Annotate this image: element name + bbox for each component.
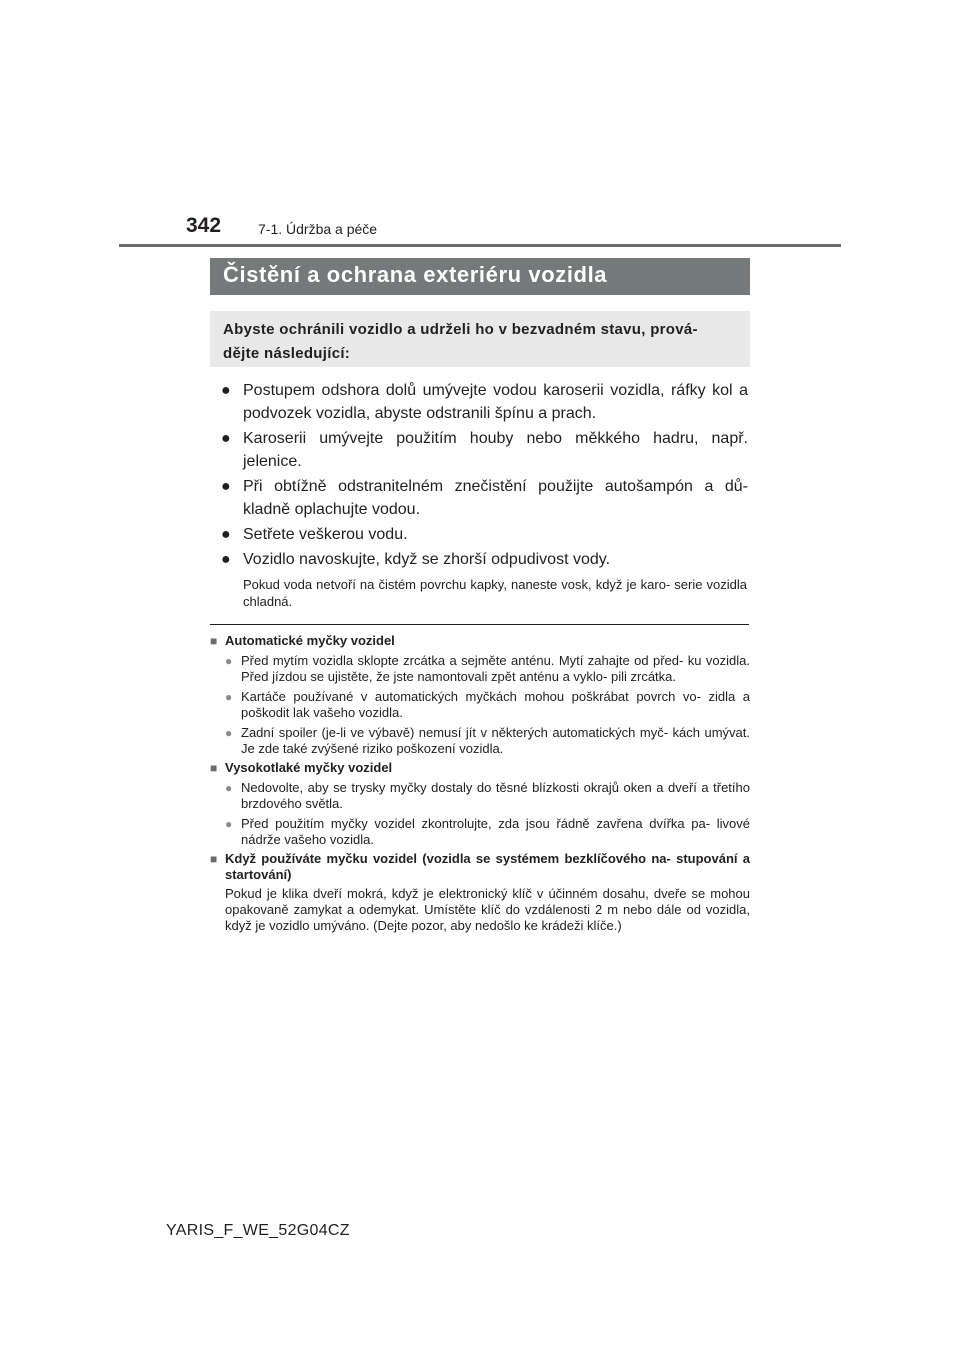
bullet-dot-icon: ● [225, 654, 233, 668]
page-number: 342 [186, 214, 222, 237]
list-item-text: Při obtížně odstranitelném znečistění použijte autošampón a dů- kladně oplachujte vodou. [243, 478, 748, 518]
sub-item [210, 725, 750, 757]
wax-note: Pokud voda netvoří na čistém povrchu kapky, naneste vosk, když je karo- serie vozidla chladná. [243, 577, 747, 609]
bullet-dot-icon: ● [225, 690, 233, 704]
info-sections [210, 630, 750, 934]
header-divider [119, 244, 841, 247]
list-item [221, 475, 748, 521]
footer-code: YARIS_F_WE_52G04CZ [166, 1222, 350, 1239]
bullet-dot-icon: ● [225, 817, 233, 831]
sub-item [210, 653, 750, 685]
list-item-text: Karoserii umývejte použitím houby nebo měkkého hadru, např. jelenice. [243, 430, 748, 470]
bullet-dot-icon: ● [221, 478, 231, 495]
sub-item-text: Nedovolte, aby se trysky myčky dostaly do těsné blízkosti okrajů oken a dveří a třetího brzdového světla. [241, 780, 750, 811]
sub-heading-text: Když používáte myčku vozidel (vozidla se systémem bezklíčového na- stupování a startování) [225, 851, 750, 882]
list-item-text: Postupem odshora dolů umývejte vodou karoserii vozidla, ráfky kol a podvozek vozidla, abyste odstranili špínu a prach. [243, 382, 748, 422]
sub-item-text: Před použitím myčky vozidel zkontrolujte, zda jsou řádně zavřena dvířka pa- livové nádrže vašeho vozidla. [241, 816, 750, 847]
list-item-text: Setřete veškerou vodu. [243, 526, 408, 543]
square-bullet-icon: ■ [210, 761, 218, 775]
sub-item [210, 780, 750, 812]
bullet-dot-icon: ● [221, 382, 231, 399]
section-label: 7-1. Údržba a péče [258, 221, 378, 237]
sub-heading-text: Automatické myčky vozidel [225, 633, 395, 648]
sub-paragraph: Pokud je klika dveří mokrá, když je elektronický klíč v účinném dosahu, dveře se mohou opakovaně zamykat a odemykat. Umístěte klíč do vzdálenosti 2 m nebo dále od vozidla, když je vozidlo umýváno. (Dejte pozor, aby nedošlo ke krádeži klíče.) [225, 886, 750, 933]
bullet-dot-icon: ● [221, 526, 231, 543]
sub-item-text: Zadní spoiler (je-li ve výbavě) nemusí jít v některých automatických myč- kách umývat. Je zde také zvýšené riziko poškození vozidla. [241, 725, 750, 756]
bullet-list [221, 379, 748, 573]
square-bullet-icon: ■ [210, 634, 218, 648]
bullet-dot-icon: ● [225, 781, 233, 795]
sub-heading-text: Vysokotlaké myčky vozidel [225, 760, 393, 775]
sub-heading [210, 633, 750, 649]
list-item [221, 548, 748, 571]
sub-item [210, 816, 750, 848]
list-item [221, 523, 748, 546]
page-title: Čistění a ochrana exteriéru vozidla [210, 258, 750, 295]
intro-box: Abyste ochránili vozidlo a udrželi ho v bezvadném stavu, prová- dějte následující: [210, 311, 750, 367]
bullet-dot-icon: ● [221, 551, 231, 568]
section-divider [210, 624, 749, 625]
list-item [221, 379, 748, 425]
sub-item [210, 689, 750, 721]
list-item-text: Vozidlo navoskujte, když se zhorší odpudivost vody. [243, 551, 611, 568]
bullet-dot-icon: ● [221, 430, 231, 447]
sub-heading [210, 851, 750, 883]
sub-item-text: Kartáče používané v automatických myčkách mohou poškrábat povrch vo- zidla a poškodit lak vašeho vozidla. [241, 689, 750, 720]
bullet-dot-icon: ● [225, 726, 233, 740]
list-item [221, 427, 748, 473]
sub-heading [210, 760, 750, 776]
square-bullet-icon: ■ [210, 852, 218, 866]
sub-item-text: Před mytím vozidla sklopte zrcátka a sejměte anténu. Mytí zahajte od před- ku vozidla. Před jízdou se ujistěte, že jste namontovali zpět anténu a vyklo- pili zrcátka. [241, 653, 750, 684]
